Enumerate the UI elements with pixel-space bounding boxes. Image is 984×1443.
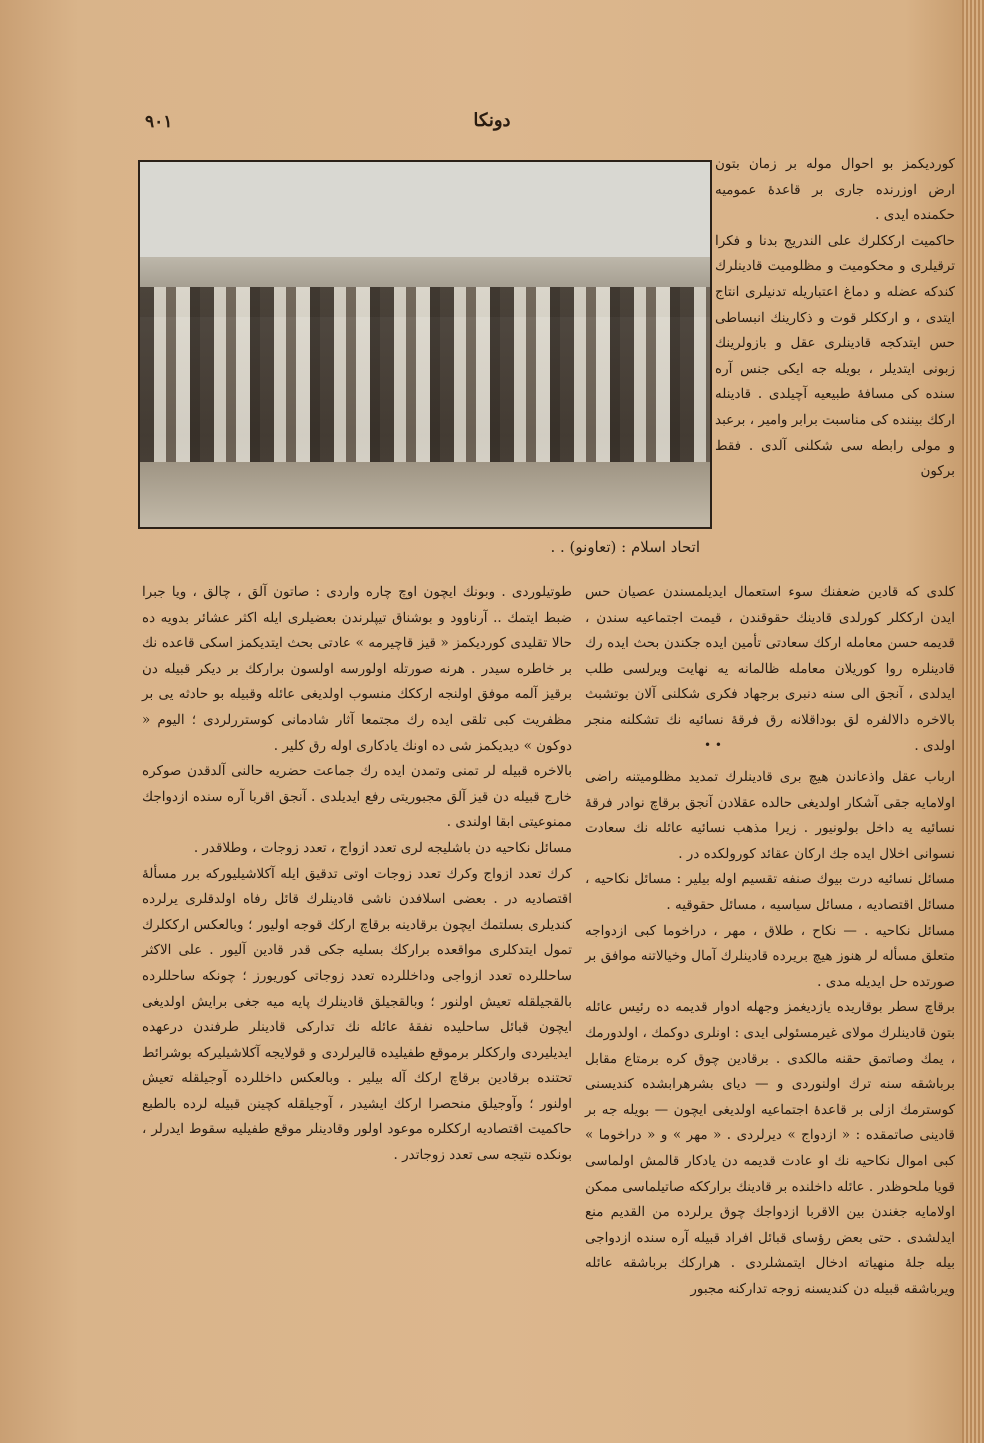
paragraph: حاکمیت ارککلرك علی الندریج بدنا و فکرا ترقیلری و محکومیت و مظلومیت قادینلرك کندکه عضله و دماغ اعتباریله تدنیلری انتاج ایتدی ، و ارککلر قوت و ذکارینك انبساطی حس ایتدکجه قادینلری عقل و بازولرینك زبونی ایتدیلر ، بویله جه ایکی جنس آره سنده کی مسافهٔ طبیعیه آچیلدی . قادینله ارکك بیننده کی مناسبت برابر وامیر ، برعبد و مولی رابطه سی شکلنی آلدی . فقط برکون bbox=[715, 232, 955, 480]
column-top-right bbox=[715, 152, 955, 485]
section-separator: • • bbox=[704, 738, 722, 752]
photo-ground bbox=[140, 462, 710, 527]
paragraph: طوتیلوردی . وبونك ایچون اوچ چاره واردی : صاتون آلق ، چالق ، ویا جبرا ضبط ایتمك .. آرناوود و بوشناق تیپلرندن بعضیلری ایله اکثر عشائر بدویه ده حالا تقلیدی کوردیکمز « قیز قاچیرمه » عادتی بحث ایتدیکمز اسکی قاعده نك بر خاطره سیدر . هرنه صورتله اولورسه اولسون برارکك بر دیکر قبیله دن برقیز آلمه موفق اولنجه ارککك منسوب اولدیغی عائله وقبیله بو حادثه یی بر مظفریت کبی تلقی ایده رك مجتمعا آثار شادمانی کوستررلردی ؛ الیوم « دوکون » دیدیکمز شی ده اونك یادکاری اوله رق کلیر . bbox=[142, 584, 572, 754]
photo-crowd bbox=[140, 287, 710, 467]
paragraph: ارباب عقل واذعاندن هیچ بری قادینلرك تمدید مظلومیتنه راضی اولامایه جقی آشکار اولدیغی حالده عقلادن آنجق برقاچ نوادر فرقهٔ نسائیه یه داخل بولونیور . زیرا مذهب نسائیه عائله نك سعادت نسوانی اخلال ایده جك ارکان عقائد کورولکده در . bbox=[585, 769, 955, 862]
page-header bbox=[0, 110, 984, 140]
page-number: ٩٠١ bbox=[145, 112, 173, 132]
paragraph: مسائل نسائیه درت بیوك صنفه تقسیم اوله بیلیر : مسائل نکاحیه ، مسائل اقتصادیه ، مسائل سیاسیه ، مسائل حقوقیه . bbox=[585, 871, 955, 913]
paragraph: برقاچ سطر بوقاریده یازدیغمز وجهله ادوار قدیمه ده رئیس عائله بتون قادینلرك مولای غیرمسئولی ایدی : اونلری دوکمك ، اولدورمك ، یمك وصاتمق حقنه مالکدی . برقادین چوق کره برمتاع مقابل برباشقه سنه ترك اولنوردی و — دیای بشرهرابشده کندیسنی کوسترمك ازلی بر قاعدهٔ اجتماعیه اولدیغی ایچون — بویله جه بر قادینی صاتمقده : « ازدواج » دیرلردی . « مهر » و « دراخوما » کبی اموال نکاحیه نك او عادت قدیمه دن یادکار قالمش اولماسی قویا ملحوظدر . عائله داخلنده بر قادینك برارککه صاتیلماسی ممکن اولامایه جغندن بین الاقربا ازدواجك چوق یرلرده من القدیم منع ایدلشدی . حتی بعض رؤسای قبائل افراد قبیله آره سنده ازدواجی بیله جلهٔ منهیاته ادخال ایتمشلردی . هرارکك برباشقه عائله ویرباشقه قبیله دن کندیسنه زوجه تدارکنه مجبور bbox=[585, 999, 955, 1297]
column-continuation bbox=[585, 580, 955, 759]
journal-title: دونكا bbox=[473, 110, 511, 131]
photo-caption: اتحاد اسلام : (تعاونو) . . bbox=[550, 538, 700, 556]
paragraph: مسائل نکاحیه . — نکاح ، طلاق ، مهر ، دراخوما کبی ازدواجه متعلق مسأله لر هنوز هیچ بریرده قادینلرك آمال وخیالاتنه موافق بر صورتده حل ایدیله مدی . bbox=[585, 922, 955, 990]
paragraph: کلدی که قادین ضعفنك سوء استعمال ایدیلمسندن عصیان حس ایدن ارککلر کورلدی قادینك حقوقندن ، قیمت اجتماعیه سندن ، قدیمه حسن معامله ارکك سعادتی تأمین ایده جکندن بحث ایده رك قادینلره روا کوریلان معامله ظالمانه یه نهایت ویرلسی طلب ایدلدی ، آنجق الی سنه دنبری برجهاد فکری شکلنی آلان بوتشبث بالاخره دالالفره لق بوداقلانه رق فرقهٔ نسائیه نك تشکلنه منجر اولدی . bbox=[585, 584, 955, 754]
page-edge bbox=[962, 0, 984, 1443]
column-left bbox=[142, 580, 572, 1169]
crowd-photograph bbox=[138, 160, 712, 529]
paragraph: کرك تعدد ازواج وکرك تعدد زوجات اوتی تدقیق ایله آکلاشیلیورکه برر مسألهٔ اقتصادیه در . بعضی اسلافدن ناشی قادینلرك قائل رفاه اولدقلری یرلرده کندیلری بسلتمك ایچون برقادینه برقاچ ارکك قوجه اولیور ؛ وبالعکس ارککلرك تمول ایتدکلری مواقعده برارکك بسلیه جکی قدر قادین آلیور . علی الاکثر ساحللرده تعدد ازواجی وداخللرده تعدد زوجاتی کوریورز ؛ چونکه ساحللرده بالقجیلقله تعیش اولنور ؛ وبالقجیلق قادینلرك پایه میه جغی برایش اولدیغی ایچون قبائل ساحلیده نفقهٔ عائله نك تدارکی قادینلر طرفندن درعهده ایدیلیردی وارککلر برموقع طفیلیده قالیرلردی و قولایجه آکلاشیلیرکه بوشرائط تحتنده برقادین برقاچ ارکك آله بیلیر . وبالعکس داخللرده آوجیلقله تعیش اولنور ؛ وآوجیلق منحصرا ارکك ایشیدر ، آوجیلقله کچینن قبیله لرده بالطبع حاکمیت اقتصادیه ارککلره موعود اولور وقادینلر موقع طفیلیه سقوط ایدرلر ، بونکده نتیجه سی تعدد زوجاتدر . bbox=[142, 865, 572, 1164]
photo-sky bbox=[140, 162, 710, 272]
paragraph: بالاخره قبیله لر تمنی وتمدن ایده رك جماعت حضریه حالنی آلدقدن صوکره خارج قبیله دن قیز آلق مجبوریتی رفع ایدیلدی . آنجق اقربا آره سنده ازدواجك ممنوعیتی ابقا اولندی . bbox=[142, 763, 572, 831]
paragraph: مسائل نکاحیه دن باشلیجه لری تعدد ازواج ، تعدد زوجات ، وطلاقدر . bbox=[193, 839, 572, 856]
column-right bbox=[585, 765, 955, 1302]
paragraph: کوردیکمز بو احوال موله بر زمان بتون ارض اوزرنده جاری بر قاعدهٔ عمومیه حکمنده ایدی . bbox=[715, 156, 955, 224]
